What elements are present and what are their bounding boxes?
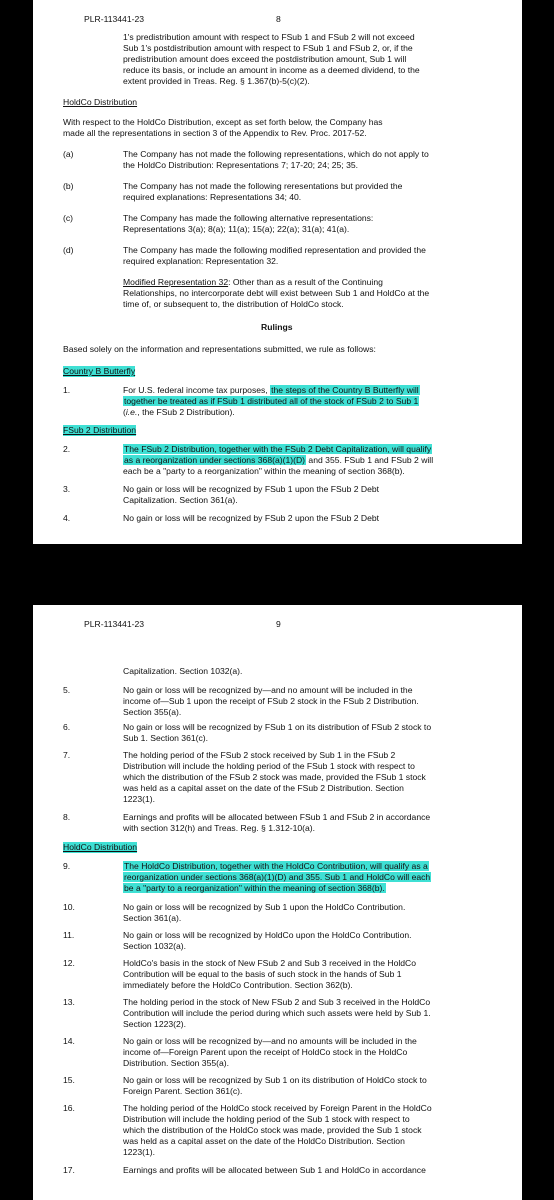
text-line: Representations 3(a); 8(a); 11(a); 15(a); 22(a); 31(a); 41(a). (123, 224, 350, 234)
ruling-line (123, 883, 386, 894)
item-label: (a) (63, 149, 74, 159)
text-line: Distribution will include the holding period of the Sub 1 stock with respect to (123, 1114, 410, 1124)
ruling-number: 11. (63, 930, 75, 940)
plr-header-id: PLR-113441-23 (84, 619, 145, 629)
ruling-number: 15. (63, 1075, 75, 1085)
italic-text: i.e. (125, 407, 138, 417)
text-line: No gain or loss will be recognized by—and no amounts will be included in the (123, 1036, 417, 1046)
section-heading-holdco: HoldCo Distribution (63, 97, 138, 107)
text-line: 1223(1). (123, 794, 156, 804)
text-line: income of—Sub 1 upon the receipt of FSub 2 stock in the FSub 2 Distribution. (123, 696, 419, 706)
text-line: No gain or loss will be recognized by FSub 2 upon the FSub 2 Debt (123, 513, 380, 523)
highlighted-text: The FSub 2 Distribution, together with the FSub 2 Debt Capitalization, will qualify (124, 444, 432, 454)
text-line: No gain or loss will be recognized by—and no amount will be included in the (123, 685, 413, 695)
rulings-heading: Rulings (261, 322, 293, 332)
item-label: (b) (63, 181, 74, 191)
modified-rep-line (123, 277, 383, 288)
document-page-8 (33, 0, 522, 544)
text-line: 1223(1). (123, 1147, 156, 1157)
text-line: Distribution will include the holding period of the FSub 1 stock with respect to (123, 761, 415, 771)
ruling-number: 13. (63, 997, 75, 1007)
text-line: Earnings and profits will be allocated between FSub 1 and FSub 2 in accordance (123, 812, 431, 822)
text-line: The holding period of the HoldCo stock received by Foreign Parent in the HoldCo (123, 1103, 432, 1113)
item-label: (c) (63, 213, 74, 223)
text-line: Section 361(a). (123, 913, 182, 923)
text-line: 1's predistribution amount with respect to FSub 1 and FSub 2 will not exceed (123, 32, 415, 42)
text-line: Sub 1. Section 361(c). (123, 733, 209, 743)
text-line: No gain or loss will be recognized by Sub 1 on its distribution of HoldCo stock to (123, 1075, 427, 1085)
ruling-number: 5. (63, 685, 71, 695)
text-line: reduce its basis, or include an amount in income as a deemed dividend, to the (123, 65, 420, 75)
text-line: The holding period in the stock of New FSub 2 and Sub 3 received in the HoldCo (123, 997, 431, 1007)
ruling-line (123, 407, 235, 418)
ruling-number: 4. (63, 513, 71, 523)
ruling-number: 1. (63, 385, 71, 395)
ruling-line (123, 861, 429, 872)
text-span: For U.S. federal income tax purposes, (123, 385, 271, 395)
text-line: The Company has made the following modified representation and provided the (123, 245, 426, 255)
ruling-number: 7. (63, 750, 71, 760)
text-line: The Company has not made the following representations, which do not apply to (123, 149, 429, 159)
highlighted-text: as a reorganization under sections 368(a)(1)(D) (124, 455, 306, 465)
ruling-number: 9. (63, 861, 71, 871)
text-line: Section 1223(2). (123, 1019, 187, 1029)
ruling-number: 10. (63, 902, 75, 912)
text-line: with section 312(h) and Treas. Reg. § 1.312-10(a). (123, 823, 316, 833)
text-line: was held as a capital asset on the date of the FSub 2 Distribution. Section (123, 783, 404, 793)
text-line: which the distribution of the HoldCo stock was made, provided the Sub 1 stock (123, 1125, 422, 1135)
section-heading-country-b: Country B Butterfly (63, 366, 136, 376)
text-line: predistribution amount does exceed the postdistribution amount, Sub 1 will (123, 54, 407, 64)
text-line: Earnings and profits will be allocated between Sub 1 and HoldCo in accordance (123, 1165, 426, 1175)
document-page-9 (33, 605, 522, 1200)
text-span: and 355. FSub 1 and FSub 2 will (306, 455, 434, 465)
text-line: required explanations: Representations 34; 40. (123, 192, 302, 202)
text-line: No gain or loss will be recognized by HoldCo upon the HoldCo Contribution. (123, 930, 412, 940)
highlighted-text: the steps of the Country B Butterfly will (271, 385, 419, 395)
item-label: (d) (63, 245, 74, 255)
text-line: The holding period of the FSub 2 stock received by Sub 1 in the FSub 2 (123, 750, 396, 760)
section-heading-holdco: HoldCo Distribution (63, 842, 138, 852)
text-line: The Company has not made the following reresentations but provided the (123, 181, 403, 191)
text-line: Capitalization. Section 1032(a). (123, 666, 243, 676)
ruling-number: 16. (63, 1103, 75, 1113)
text-line: income of—Foreign Parent upon the receipt of HoldCo stock in the HoldCo (123, 1047, 408, 1057)
text-line: No gain or loss will be recognized by FSub 1 upon the FSub 2 Debt (123, 484, 380, 494)
text-line: each be a "party to a reorganization" within the meaning of section 368(b). (123, 466, 405, 476)
highlighted-text: The HoldCo Distribution, together with the HoldCo Contributiion, will qualify as a (124, 861, 428, 871)
text-line: HoldCo's basis in the stock of New FSub 2 and Sub 3 received in the HoldCo (123, 958, 417, 968)
text-line: which the distribution of the FSub 2 stock was made, provided the FSub 1 stock (123, 772, 426, 782)
text-line: Sub 1's postdistribution amount with respect to FSub 1 and FSub 2, or, if the (123, 43, 413, 53)
ruling-line (123, 396, 419, 407)
text-line: immediately before the HoldCo Contribution. Section 362(b). (123, 980, 353, 990)
text-line: Section 1032(a). (123, 941, 187, 951)
text-line: Relationships, no intercorporate debt will exist between Sub 1 and HoldCo at the (123, 288, 430, 298)
text-span: , the FSub 2 Distribution). (137, 407, 235, 417)
text-line: With respect to the HoldCo Distribution, except as set forth below, the Company has (63, 117, 383, 127)
text-line: No gain or loss will be recognized by Sub 1 upon the HoldCo Contribution. (123, 902, 406, 912)
ruling-number: 17. (63, 1165, 75, 1175)
text-line: The Company has made the following alternative representations: (123, 213, 374, 223)
text-span: : Other than as a result of the Continuing (228, 277, 383, 287)
ruling-line (123, 444, 432, 455)
modified-rep-heading: Modified Representation 32 (123, 277, 229, 287)
text-line: Distribution. Section 355(a). (123, 1058, 230, 1068)
ruling-line (123, 872, 431, 883)
text-line: the HoldCo Distribution: Representations 7; 17-20; 24; 25; 35. (123, 160, 359, 170)
ruling-number: 14. (63, 1036, 75, 1046)
section-heading-fsub2: FSub 2 Distribution (63, 425, 137, 435)
ruling-number: 6. (63, 722, 71, 732)
text-line: No gain or loss will be recognized by FSub 1 on its distribution of FSub 2 stock to (123, 722, 432, 732)
text-span: ( (123, 407, 126, 417)
highlighted-text: be a "party to a reorganization" within the meaning of section 368(b). (124, 883, 385, 893)
plr-header-id: PLR-113441-23 (84, 14, 145, 24)
text-line: Based solely on the information and representations submitted, we rule as follows: (63, 344, 376, 354)
text-line: extent provided in Treas. Reg. § 1.367(b)-5(c)(2). (123, 76, 310, 86)
text-line: time of, or subsequent to, the distribution of HoldCo stock. (123, 299, 344, 309)
text-line: was held as a capital asset on the date of the HoldCo Distribution. Section (123, 1136, 405, 1146)
ruling-line (123, 455, 433, 466)
highlighted-text: together be treated as if FSub 1 distributed all of the stock of FSub 2 to Sub 1 (124, 396, 419, 406)
ruling-number: 3. (63, 484, 71, 494)
text-line: Foreign Parent. Section 361(c). (123, 1086, 243, 1096)
page-number: 8 (276, 14, 281, 24)
text-line: made all the representations in section 3 of the Appendix to Rev. Proc. 2017-52. (63, 128, 367, 138)
text-line: required explanation: Representation 32. (123, 256, 279, 266)
text-line: Section 355(a). (123, 707, 182, 717)
ruling-number: 2. (63, 444, 71, 454)
highlighted-text: reorganization under sections 368(a)(1)(D) and 355. Sub 1 and HoldCo will each (124, 872, 431, 882)
ruling-number: 12. (63, 958, 75, 968)
text-line: Contribution will be equal to the basis of such stock in the hands of Sub 1 (123, 969, 402, 979)
text-line: Capitalization. Section 361(a). (123, 495, 238, 505)
ruling-number: 8. (63, 812, 71, 822)
page-number: 9 (276, 619, 281, 629)
text-line: Contribution will include the period during which such assets were held by Sub 1. (123, 1008, 431, 1018)
ruling-line (123, 385, 420, 396)
